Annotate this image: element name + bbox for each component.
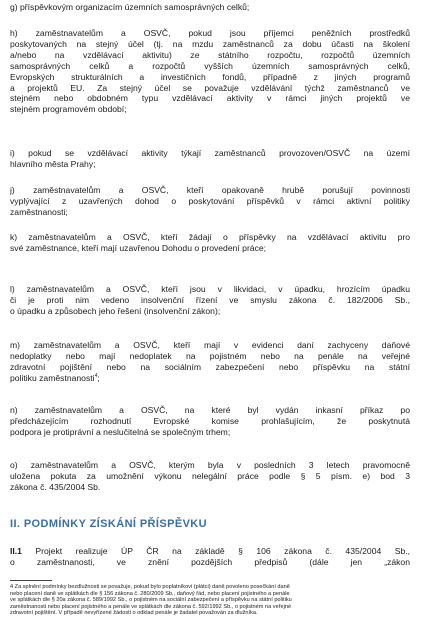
list-item-i-line-2: hlavního města Prahy; bbox=[10, 158, 96, 169]
section-paragraph-line-1-text: Projekt realizuje ÚP ČR na základě § 106 zákona č. 435/2004 Sb., bbox=[21, 546, 410, 556]
footnote-line-5: zdravotní pojištění. V případě nevyřízené žádosti o odklad penále je žadatel považován za dlužníka. bbox=[10, 610, 258, 617]
list-item-h-line-8: stejném programovém období; bbox=[10, 104, 127, 115]
list-item-o bbox=[10, 460, 410, 493]
list-item-i bbox=[10, 148, 410, 170]
list-item-g bbox=[10, 2, 410, 13]
list-item-m-line-2: nedoplatky nebo mají nedoplatek na pojistném nebo na penále na veřejné bbox=[10, 350, 410, 361]
list-item-m-line-4 bbox=[10, 373, 410, 384]
footnote-line-2: nebo placení daně ve splátkách dle § 156 zákona č. 280/2009 Sb., daňový řád, nebo placení pojistného a penále bbox=[10, 590, 290, 597]
list-item-k bbox=[10, 232, 410, 254]
list-item-l-line-2: či je proti nim vedeno insolvenční řízení ve smyslu zákona č. 182/2006 Sb., bbox=[10, 294, 410, 305]
list-item-j bbox=[10, 185, 410, 218]
list-item-m-tail: ; bbox=[97, 372, 100, 383]
list-item-m bbox=[10, 340, 410, 384]
list-item-h-line-2: poskytovaných na stejný účel (tj. na mzdu zaměstnanců za dobu účasti na školení bbox=[10, 38, 410, 49]
list-item-m-line-1: m) zaměstnavatelům a OSVČ, kteří mají v evidenci daní zachyceny daňové bbox=[10, 340, 410, 350]
list-item-k-line-2: své zaměstnance, kteří mají uzavřenou Dohodu o provedení práce; bbox=[10, 242, 267, 253]
footnote-ref: 4 bbox=[94, 372, 98, 379]
list-item-o-line-1: o) zaměstnavatelům a OSVČ, kterým byla v posledních 3 letech pravomocně bbox=[10, 460, 410, 470]
list-item-h-line-7: stejném nebo obdobném typu vzdělávací aktivity v rámci jiných projektů ve bbox=[10, 93, 410, 104]
list-item-j-line-1: j) zaměstnavatelům a OSVČ, kteří opakovaně hrubě porušují povinnosti bbox=[10, 185, 410, 195]
footnote-line-3: ve splátkách dle § 20a zákona č. 589/1992 Sb., o pojistném na sociální zabezpečení a příspěvku na státní politiku bbox=[10, 597, 292, 604]
footnote-separator bbox=[10, 580, 52, 581]
list-item-g-line-1: g) příspěvkovým organizacím územních samosprávných celků; bbox=[10, 2, 250, 12]
list-item-m-line-3: zdravotní pojištění nebo na sociálním zabezpečení nebo příspěvku na státní bbox=[10, 361, 410, 372]
list-item-h-line-3: a/nebo na vzdělávací aktivitu) ze státního rozpočtu, rozpočtů územních bbox=[10, 49, 410, 60]
list-item-l bbox=[10, 284, 410, 317]
list-item-h-line-1: h) zaměstnavatelům a OSVČ, pokud jsou příjemci peněžních prostředků bbox=[10, 28, 410, 38]
list-item-h-line-5: Evropských strukturálních a investičních fondů, případně z jiných programů bbox=[10, 71, 410, 82]
list-item-n bbox=[10, 405, 410, 438]
list-item-m-line-4-text: politiku zaměstnanosti bbox=[10, 372, 95, 383]
list-item-n-line-3: podpora je protiprávní a neslučitelná se společným trhem; bbox=[10, 426, 231, 437]
footnote bbox=[10, 584, 412, 617]
footnote-line-4: zaměstnanosti nebo placení pojistného a penále ve splátkách dle zákona č. 592/1992 Sb., o pojistném na veřejné bbox=[10, 603, 292, 610]
list-item-l-line-3: o úpadku a způsobech jeho řešení (insolvenční zákon); bbox=[10, 305, 221, 316]
list-item-n-line-1: n) zaměstnavatelům a OSVČ, na které byl vydán inkasní příkaz po bbox=[10, 405, 410, 415]
footnote-line-1: 4 Za splnění podmínky bezdlužnosti se považuje, pokud bylo poplatníkovi (plátci) daně povoleno posečkání daně bbox=[10, 584, 290, 590]
list-item-h-line-6: a projektů EU. Za stejný účel se považuje vzdělávání týchž zaměstnanců ve bbox=[10, 82, 410, 93]
list-item-j-line-2: vyplývající z uzavřených dohod o poskytování příspěvků v rámci aktivní politiky bbox=[10, 195, 410, 206]
list-item-l-line-1: l) zaměstnavatelům a OSVČ, kteří jsou v likvidaci, v úpadku, hrozícím úpadku bbox=[10, 284, 410, 294]
section-paragraph-line-2: o zaměstnanosti, ve znění pozdějších předpisů (dále jen „zákon bbox=[10, 556, 410, 567]
list-item-h bbox=[10, 28, 410, 115]
list-item-n-line-2: předcházejícím rozhodnutí Evropské komise prohlašujícím, že poskytnutá bbox=[10, 415, 410, 426]
list-item-h-line-4: samosprávných celků a rozpočtů vyšších územních samosprávných celků, bbox=[10, 60, 410, 71]
list-item-o-line-3: zákona č. 435/2004 Sb. bbox=[10, 481, 101, 492]
list-item-j-line-3: zaměstnanosti; bbox=[10, 206, 68, 217]
list-item-o-line-2: uložena pokuta za umožnění výkonu nelegální práce podle § 5 písm. e) bod 3 bbox=[10, 470, 410, 481]
list-item-i-line-1: i) pokud se vzdělávací aktivity týkají zaměstnanců provozoven/OSVČ na území bbox=[10, 148, 410, 158]
list-item-k-line-1: k) zaměstnavatelům a OSVČ, kteří žádají o příspěvky na vzdělávací aktivitu pro bbox=[10, 232, 410, 242]
section-paragraph bbox=[10, 546, 410, 568]
section-paragraph-line-1 bbox=[10, 546, 410, 557]
section-paragraph-number: II.1 bbox=[10, 546, 22, 556]
section-heading: II. PODMÍNKY ZÍSKÁNÍ PŘÍSPĚVKU bbox=[10, 518, 207, 530]
